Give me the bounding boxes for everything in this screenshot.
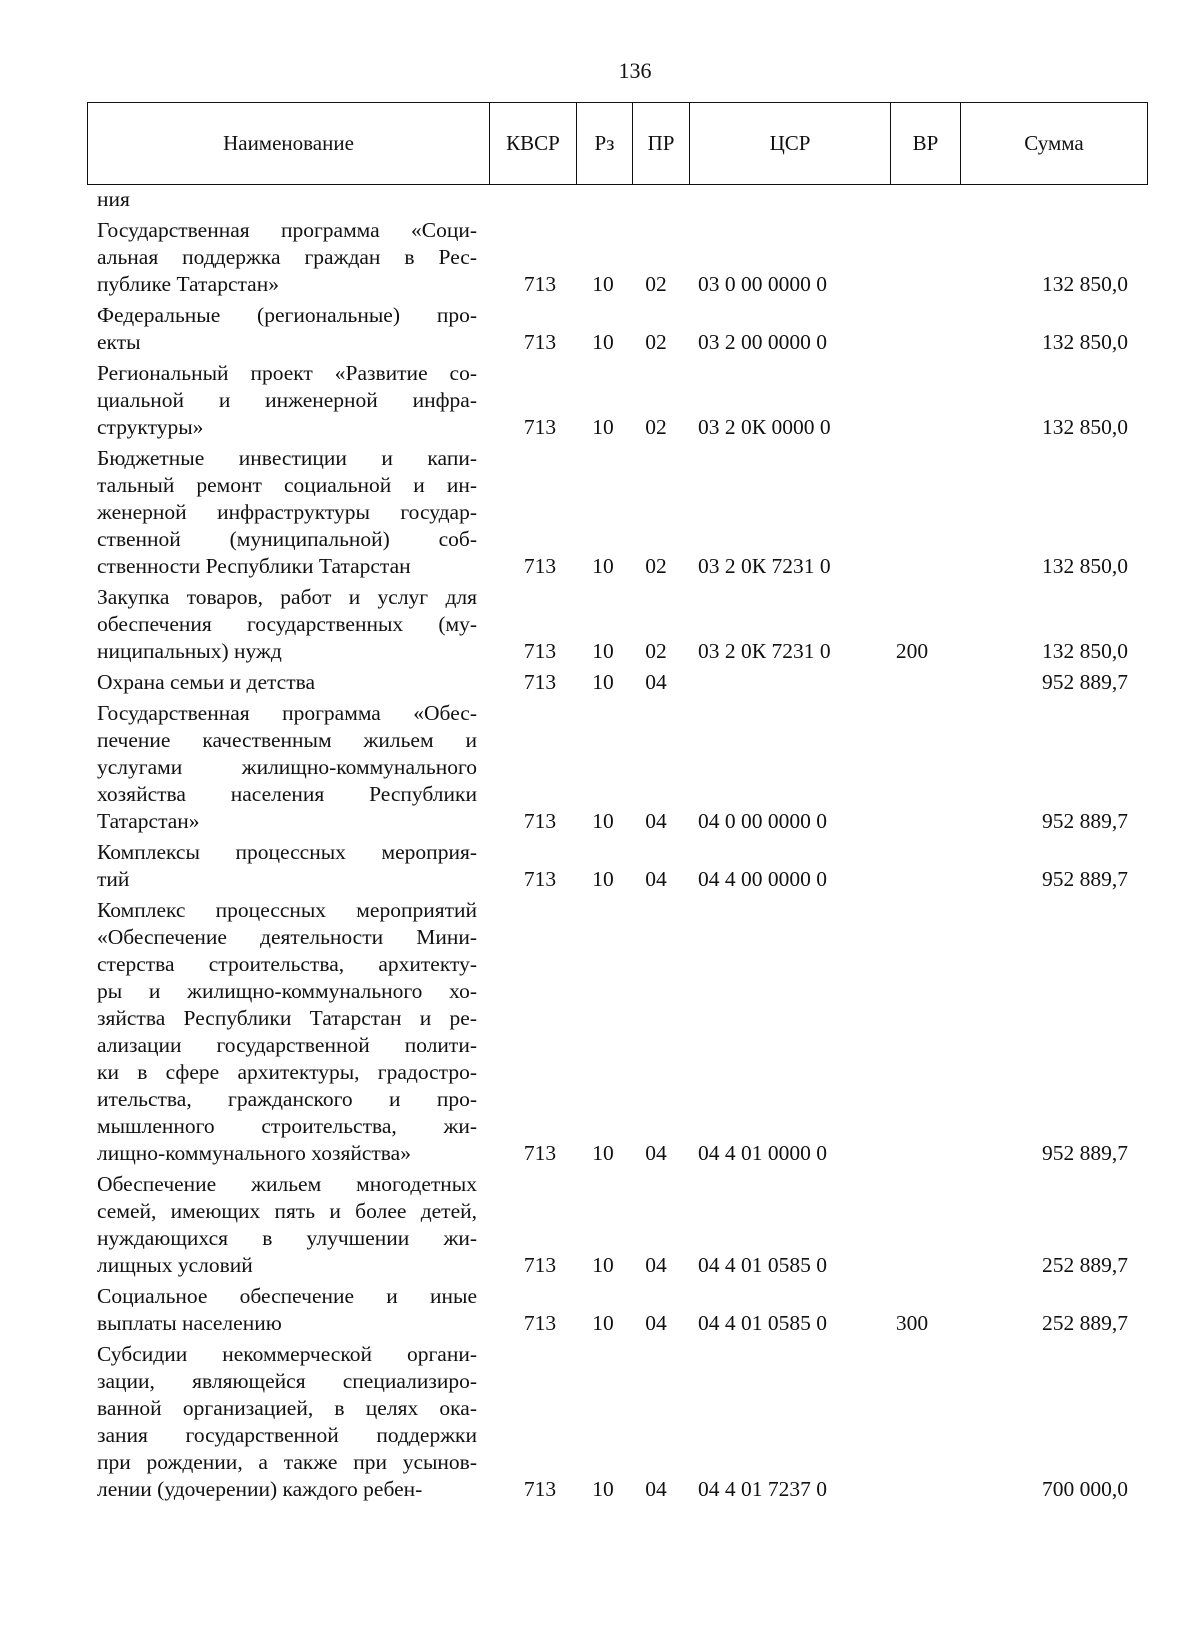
row-name-line: «Обеспечение деятельности Мини- xyxy=(97,925,477,949)
cell-rz: 10 xyxy=(592,1477,614,1501)
row-name-line: зания государственной поддержки xyxy=(97,1423,477,1447)
row-name-line: нуждающихся в улучшении жи- xyxy=(97,1226,477,1250)
cell-rz: 10 xyxy=(592,330,614,354)
row-name xyxy=(97,360,477,441)
row-name-line: обеспечения государственных (му- xyxy=(97,612,477,636)
cell-rz: 10 xyxy=(592,554,614,578)
row-name-line: стерства строительства, архитекту- xyxy=(97,952,477,976)
cell-sum: 132 850,0 xyxy=(1042,639,1128,663)
row-name-line: структуры» xyxy=(97,415,204,439)
cell-kvsr: 713 xyxy=(523,554,557,578)
table-row xyxy=(0,302,1200,356)
table-body xyxy=(0,186,1200,1503)
cell-rz: 10 xyxy=(592,639,614,663)
row-name-line: услугами жилищно-коммунального xyxy=(97,755,477,779)
cell-pr: 02 xyxy=(645,272,667,296)
cell-sum: 952 889,7 xyxy=(1042,670,1128,694)
cell-sum: 132 850,0 xyxy=(1042,330,1128,354)
cell-pr: 02 xyxy=(645,639,667,663)
cell-vr: 200 xyxy=(895,639,929,663)
cell-sum: 952 889,7 xyxy=(1042,1141,1128,1165)
cell-rz: 10 xyxy=(592,1253,614,1277)
row-name-line: Государственная программа «Обес- xyxy=(97,701,477,725)
table-row xyxy=(0,584,1200,665)
cell-pr: 04 xyxy=(645,670,667,694)
table-row xyxy=(0,360,1200,441)
cell-pr: 02 xyxy=(645,554,667,578)
cell-kvsr: 713 xyxy=(523,272,557,296)
row-name xyxy=(97,1283,477,1337)
row-name-line: альная поддержка граждан в Рес- xyxy=(97,245,477,269)
row-name-line: ственности Республики Татарстан xyxy=(97,554,411,578)
row-name-line: Социальное обеспечение и иные xyxy=(97,1284,477,1308)
row-name xyxy=(97,186,477,213)
row-name xyxy=(97,897,477,1167)
cell-pr: 04 xyxy=(645,1477,667,1501)
cell-vr: 300 xyxy=(895,1311,929,1335)
cell-csr: 03 2 0К 7231 0 xyxy=(698,639,831,663)
column-header-pr: ПР xyxy=(633,103,690,184)
table-row xyxy=(0,700,1200,835)
cell-pr: 04 xyxy=(645,1253,667,1277)
cell-csr: 03 0 00 0000 0 xyxy=(698,272,827,296)
cell-kvsr: 713 xyxy=(523,867,557,891)
table-row xyxy=(0,1171,1200,1279)
cell-sum: 132 850,0 xyxy=(1042,272,1128,296)
cell-kvsr: 713 xyxy=(523,1311,557,1335)
row-name xyxy=(97,700,477,835)
row-name-line: Бюджетные инвестиции и капи- xyxy=(97,446,477,470)
row-name-line: Обеспечение жильем многодетных xyxy=(97,1172,477,1196)
table-row xyxy=(0,669,1200,696)
row-name-line: при рождении, а также при усынов- xyxy=(97,1450,477,1474)
row-name-line: ализации государственной полити- xyxy=(97,1033,477,1057)
cell-csr: 04 4 00 0000 0 xyxy=(698,867,827,891)
table-row xyxy=(0,186,1200,213)
cell-csr: 04 4 01 0000 0 xyxy=(698,1141,827,1165)
cell-sum: 252 889,7 xyxy=(1042,1311,1128,1335)
cell-kvsr: 713 xyxy=(523,639,557,663)
cell-rz: 10 xyxy=(592,272,614,296)
row-name-line: лении (удочерении) каждого ребен- xyxy=(97,1477,423,1501)
row-name xyxy=(97,302,477,356)
row-name xyxy=(97,445,477,580)
row-name xyxy=(97,1341,477,1503)
cell-rz: 10 xyxy=(592,415,614,439)
row-name-line: зации, являющейся специализиро- xyxy=(97,1369,477,1393)
cell-rz: 10 xyxy=(592,670,614,694)
cell-sum: 952 889,7 xyxy=(1042,867,1128,891)
cell-kvsr: 713 xyxy=(523,809,557,833)
cell-sum: 952 889,7 xyxy=(1042,809,1128,833)
column-header-sum: Сумма xyxy=(1024,131,1084,155)
cell-kvsr: 713 xyxy=(523,330,557,354)
cell-pr: 02 xyxy=(645,330,667,354)
cell-rz: 10 xyxy=(592,867,614,891)
row-name-line: Государственная программа «Соци- xyxy=(97,218,477,242)
row-name-line: лищно-коммунального хозяйства» xyxy=(97,1141,411,1165)
row-name-line: Комплекс процессных мероприятий xyxy=(97,898,477,922)
cell-csr: 04 4 01 0585 0 xyxy=(698,1253,827,1277)
table-row xyxy=(0,217,1200,298)
cell-kvsr: 713 xyxy=(523,670,557,694)
row-name-line: выплаты населению xyxy=(97,1311,282,1335)
row-name-line: Комплексы процессных мероприя- xyxy=(97,840,477,864)
row-name-line: ственной (муниципальной) соб- xyxy=(97,527,477,551)
cell-csr: 04 4 01 0585 0 xyxy=(698,1311,827,1335)
row-name-line: ры и жилищно-коммунального хо- xyxy=(97,979,477,1003)
cell-rz: 10 xyxy=(592,1141,614,1165)
cell-csr: 03 2 0К 7231 0 xyxy=(698,554,831,578)
row-name-line: Субсидии некоммерческой органи- xyxy=(97,1342,477,1366)
table-row xyxy=(0,839,1200,893)
cell-sum: 132 850,0 xyxy=(1042,415,1128,439)
cell-csr: 03 2 00 0000 0 xyxy=(698,330,827,354)
cell-sum: 700 000,0 xyxy=(1042,1477,1128,1501)
cell-kvsr: 713 xyxy=(523,1253,557,1277)
row-name-line: Региональный проект «Развитие со- xyxy=(97,361,477,385)
row-name xyxy=(97,1171,477,1279)
row-name-line: Татарстан» xyxy=(97,809,200,833)
cell-kvsr: 713 xyxy=(523,1477,557,1501)
row-name-line: тий xyxy=(97,867,130,891)
table-row xyxy=(0,1341,1200,1503)
column-header-name: Наименование xyxy=(88,103,490,184)
row-name-line: ванной организацией, в целях ока- xyxy=(97,1396,477,1420)
row-name-line: ительства, гражданского и про- xyxy=(97,1087,477,1111)
row-name-line: семей, имеющих пять и более детей, xyxy=(97,1199,477,1223)
row-name-line: ки в сфере архитектуры, градостро- xyxy=(97,1060,477,1084)
row-name-line: тальный ремонт социальной и ин- xyxy=(97,473,477,497)
row-name-line: Закупка товаров, работ и услуг для xyxy=(97,585,477,609)
row-name-line: ния xyxy=(97,187,130,211)
cell-kvsr: 713 xyxy=(523,1141,557,1165)
cell-pr: 04 xyxy=(645,1311,667,1335)
row-name-line: лищных условий xyxy=(97,1253,253,1277)
row-name-line: женерной инфраструктуры государ- xyxy=(97,500,477,524)
cell-csr: 04 4 01 7237 0 xyxy=(698,1477,827,1501)
cell-pr: 04 xyxy=(645,809,667,833)
row-name-line: циальной и инженерной инфра- xyxy=(97,388,477,412)
cell-csr: 03 2 0К 0000 0 xyxy=(698,415,831,439)
table-row xyxy=(0,1283,1200,1337)
row-name-line: екты xyxy=(97,330,141,354)
column-header-vr: ВР xyxy=(891,103,961,184)
cell-kvsr: 713 xyxy=(523,415,557,439)
row-name xyxy=(97,669,477,696)
cell-pr: 02 xyxy=(645,415,667,439)
cell-sum: 252 889,7 xyxy=(1042,1253,1128,1277)
cell-pr: 04 xyxy=(645,1141,667,1165)
row-name-line: публике Татарстан» xyxy=(97,272,279,296)
row-name xyxy=(97,839,477,893)
table-row xyxy=(0,897,1200,1167)
row-name-line: печение качественным жильем и xyxy=(97,728,477,752)
cell-pr: 04 xyxy=(645,867,667,891)
table-header xyxy=(87,102,1148,185)
row-name-line: зяйства Республики Татарстан и ре- xyxy=(97,1006,477,1030)
row-name-line: Охрана семьи и детства xyxy=(97,670,316,694)
cell-rz: 10 xyxy=(592,1311,614,1335)
column-header-csr: ЦСР xyxy=(690,103,891,184)
column-header-kvsr: КВСР xyxy=(490,103,577,184)
row-name xyxy=(97,217,477,298)
row-name xyxy=(97,584,477,665)
row-name-line: мышленного строительства, жи- xyxy=(97,1114,477,1138)
cell-rz: 10 xyxy=(592,809,614,833)
table-row xyxy=(0,445,1200,580)
page-number: 136 xyxy=(618,58,652,83)
cell-sum: 132 850,0 xyxy=(1042,554,1128,578)
row-name-line: хозяйства населения Республики xyxy=(97,782,477,806)
row-name-line: Федеральные (региональные) про- xyxy=(97,303,477,327)
row-name-line: ниципальных) нужд xyxy=(97,639,282,663)
cell-csr: 04 0 00 0000 0 xyxy=(698,809,827,833)
column-header-rz: Рз xyxy=(577,103,633,184)
